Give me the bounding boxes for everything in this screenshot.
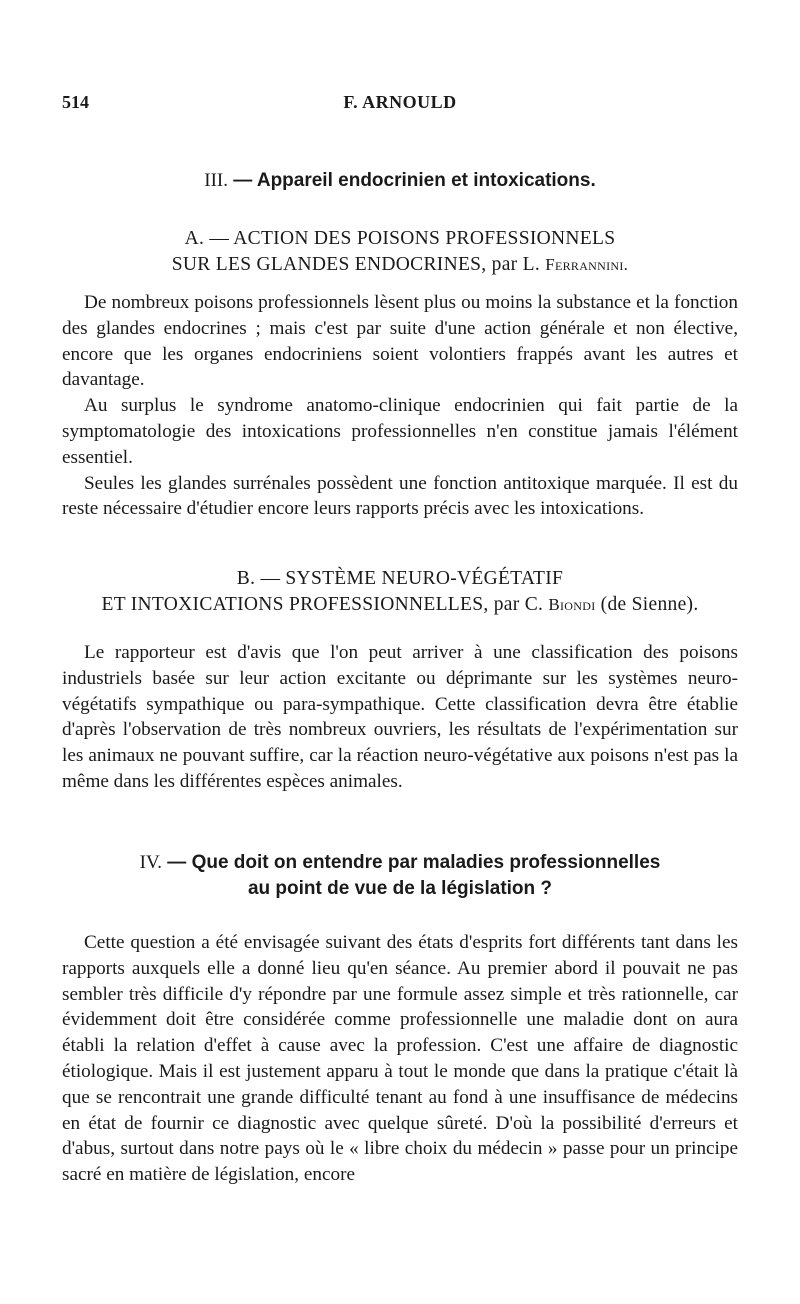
section-iii-heading [62, 168, 738, 194]
part-a-body [62, 290, 738, 522]
page-number: 514 [62, 92, 89, 112]
running-head: F. ARNOULD [343, 92, 457, 112]
part-a-paragraph-2: Au surplus le syndrome anatomo-clinique endocrinien qui fait partie de la symptomatologie des intoxications professionnelles n'en constitue jamais l'élément essentiel. [62, 395, 738, 468]
part-a-paragraph-1: De nombreux poisons professionnels lèsent plus ou moins la substance et la fonction des glandes endocrines ; mais c'est par suite d'une action générale et non élective, encore que les organes endocriniens soient volontiers frappés avant les autres et davantage. [62, 292, 738, 391]
section-iv-title-line2: au point de vue de la législation ? [247, 878, 553, 899]
section-iv-heading [62, 850, 738, 902]
part-b-author: Biondi [548, 595, 596, 614]
part-b-body [62, 640, 738, 795]
section-iv-body [62, 930, 738, 1188]
part-a-heading-line2 [62, 252, 738, 278]
part-b-paragraph-1: Le rapporteur est d'avis que l'on peut arriver à une classification des poisons industriels basée sur leur action excitante ou déprimante sur les systèmes neuro-végétatifs sympathique ou para-sympathique. Cette classification devra être établie d'après l'observation de très nombreux ouvriers, les résultats de l'expérimentation sur les animaux ne pouvant suffire, car la réaction neuro-végétative aux poisons n'est pas la même dans les différentes espèces animales. [62, 642, 738, 792]
part-b-heading-line2 [62, 592, 738, 618]
part-b-heading-prefix: ET INTOXICATIONS PROFESSIONNELLES, par C. [101, 594, 549, 615]
part-b-heading [62, 566, 738, 618]
part-a-heading-line1: A. — ACTION DES POISONS PROFESSIONNELS [184, 228, 616, 249]
section-iii-dash: — [227, 170, 257, 191]
part-a-author: Ferrannini. [545, 255, 629, 274]
section-iii-title: Appareil endocrinien et intoxications. [256, 170, 596, 191]
part-b-heading-line1: B. — SYSTÈME NEURO-VÉGÉTATIF [236, 568, 564, 589]
part-a-heading-prefix: SUR LES GLANDES ENDOCRINES, par L. [171, 254, 546, 275]
section-iii-number: III. [204, 170, 228, 191]
part-a-heading [62, 226, 738, 278]
section-iv-number: IV. [139, 852, 162, 873]
section-iv-title-line1: Que doit on entendre par maladies professionnelles [191, 852, 661, 873]
section-iv-heading-line1 [62, 850, 738, 876]
part-b-heading-suffix: (de Sienne). [595, 594, 699, 615]
section-iv-paragraph-1: Cette question a été envisagée suivant des états d'esprits fort différents tant dans les rapports auxquels elle a donné lieu qu'en séance. Au premier abord il pouvait ne pas sembler très difficile d'y répondre par une formule assez simple et très rationnelle, car évidemment doit être considérée comme professionnelle une maladie dont on aura établi la relation d'effet à cause avec la profession. C'est une affaire de diagnostic étiologique. Mais il est justement apparu à tout le monde que dans la pratique c'était là que se rencontrait une grande difficulté tenant au fond à une insuffisance de médecins en état de fournir ce diagnostic avec quelque sûreté. D'où la possibilité d'erreurs et d'abus, surtout dans notre pays où le « libre choix du médecin » passe pour un principe sacré en matière de législation, encore [62, 932, 738, 1186]
page-header [62, 92, 738, 122]
section-iv-dash: — [162, 852, 192, 873]
part-a-paragraph-3: Seules les glandes surrénales possèdent une fonction antitoxique marquée. Il est du reste nécessaire d'étudier encore leurs rapports précis avec les intoxications. [62, 472, 738, 520]
